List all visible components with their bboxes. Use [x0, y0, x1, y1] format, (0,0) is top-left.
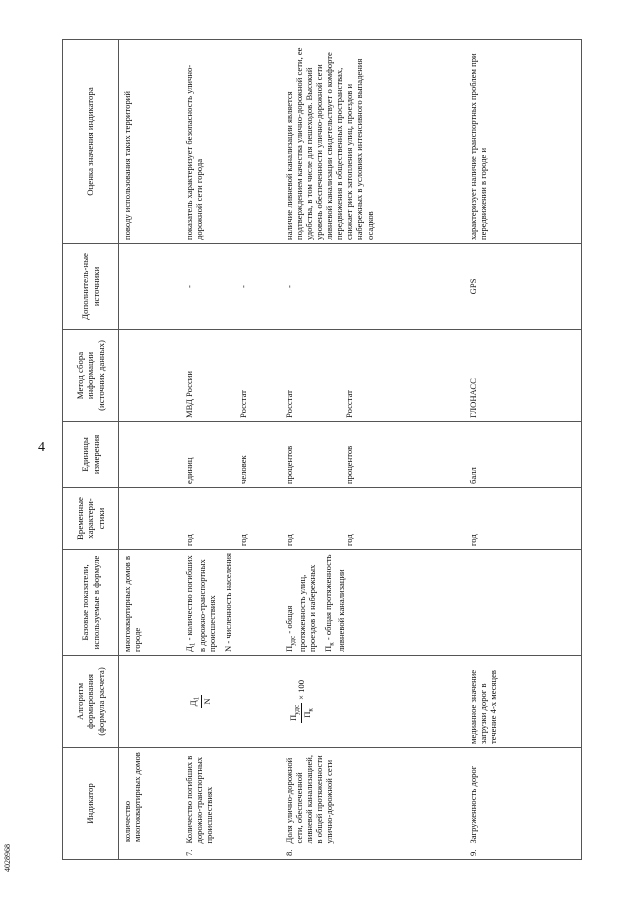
- cell-method: МВД России Росстат: [181, 330, 281, 422]
- cell-method: Росстат Росстат: [281, 330, 465, 422]
- rotated-table-sheet: [62, 40, 582, 860]
- cell-base: [281, 550, 465, 656]
- cell-time: [119, 488, 181, 550]
- cell-base: многоквартирных домов в городе: [119, 550, 181, 656]
- formula-fraction: $Д_1$ N: [187, 696, 212, 707]
- cell-algorithm: медианное значение загрузки дорог в течение 4-х месяцев: [465, 656, 582, 748]
- cell-indicator: количество многоквартирных домов: [119, 748, 181, 860]
- base-item: $П_{удс}$ - общая протяженность улиц, проездов и набережных: [283, 564, 317, 652]
- cell-assessment: поводу использования таких территорий: [119, 40, 181, 244]
- table-row: [181, 40, 281, 860]
- cell-algorithm: [281, 656, 465, 748]
- cell-indicator: [465, 748, 582, 860]
- indicator-table: [62, 39, 582, 860]
- table-row: [281, 40, 465, 860]
- indicator-text: Количество погибших в дорожно-транспортных происшествиях: [183, 755, 214, 844]
- document-id: 4028968: [3, 844, 12, 872]
- base-item: $П_к$ - общая протяженность ливневой канализации: [322, 554, 347, 652]
- cell-units: [119, 422, 181, 488]
- base-item: N - численность населения: [222, 553, 233, 652]
- header-method: Метод сбора информации (источник данных): [63, 330, 119, 422]
- table-header-row: [63, 40, 119, 860]
- header-algorithm: Алгоритм формирования (формула расчета): [63, 656, 119, 748]
- cell-assessment: характеризует наличие транспортных проблем при передвижении в городе и: [465, 40, 582, 244]
- cell-method: ГЛОНАСС: [465, 330, 582, 422]
- cell-algorithm: [119, 656, 181, 748]
- cell-method: [119, 330, 181, 422]
- cell-units: процентов процентов: [281, 422, 465, 488]
- header-time: Временные характери-стики: [63, 488, 119, 550]
- header-base: Базовые показатели, используемые в формуле: [63, 550, 119, 656]
- indicator-text: Доля улично-дорожной сети, обеспеченной ливневой канализацией, в общей протяженности улично-дорожной сети: [283, 754, 335, 844]
- base-item: $Д_1$ - количество погибших в дорожно-транспортных происшествиях: [183, 555, 217, 652]
- cell-extra: GPS: [465, 244, 582, 330]
- table-row: [465, 40, 582, 860]
- cell-extra: -: [281, 244, 465, 330]
- cell-units: балл: [465, 422, 582, 488]
- header-assessment: Оценка значения индикатора: [63, 40, 119, 244]
- header-indicator: Индикатор: [63, 748, 119, 860]
- cell-algorithm: [181, 656, 281, 748]
- cell-assessment: наличие ливневой канализации является подтверждением качества улично-дорожной сети, ее удобства, в том числе для пешеходов. Высокий уровень обеспеченности улично-дорожной сети ливневой канализации свидетельствует о комфорте передвижения в общественных пространствах, снижает риск затопления улиц, проездов и набережных в условиях интенсивного выпадения осадков: [281, 40, 465, 244]
- row-number: 9.: [467, 849, 478, 856]
- cell-time: год год: [181, 488, 281, 550]
- page-number: 4: [38, 440, 45, 455]
- formula-multiplier: × 100: [296, 679, 307, 700]
- row-number: 8.: [283, 849, 294, 856]
- cell-base: [465, 550, 582, 656]
- cell-assessment: показатель характеризует безопасность улично-дорожной сети города: [181, 40, 281, 244]
- cell-extra: [119, 244, 181, 330]
- cell-indicator: [181, 748, 281, 860]
- cell-indicator: [281, 748, 465, 860]
- cell-extra: - -: [181, 244, 281, 330]
- formula-fraction: $П_{удс}$ $П_к$: [287, 704, 315, 722]
- indicator-text: Загруженность дорог: [467, 765, 478, 844]
- table-row: [119, 40, 181, 860]
- row-number: 7.: [183, 849, 194, 856]
- cell-time: год год: [281, 488, 465, 550]
- cell-units: единиц человек: [181, 422, 281, 488]
- cell-time: год: [465, 488, 582, 550]
- header-extra: Дополнитель-ные источники: [63, 244, 119, 330]
- header-units: Единицы измерения: [63, 422, 119, 488]
- cell-base: [181, 550, 281, 656]
